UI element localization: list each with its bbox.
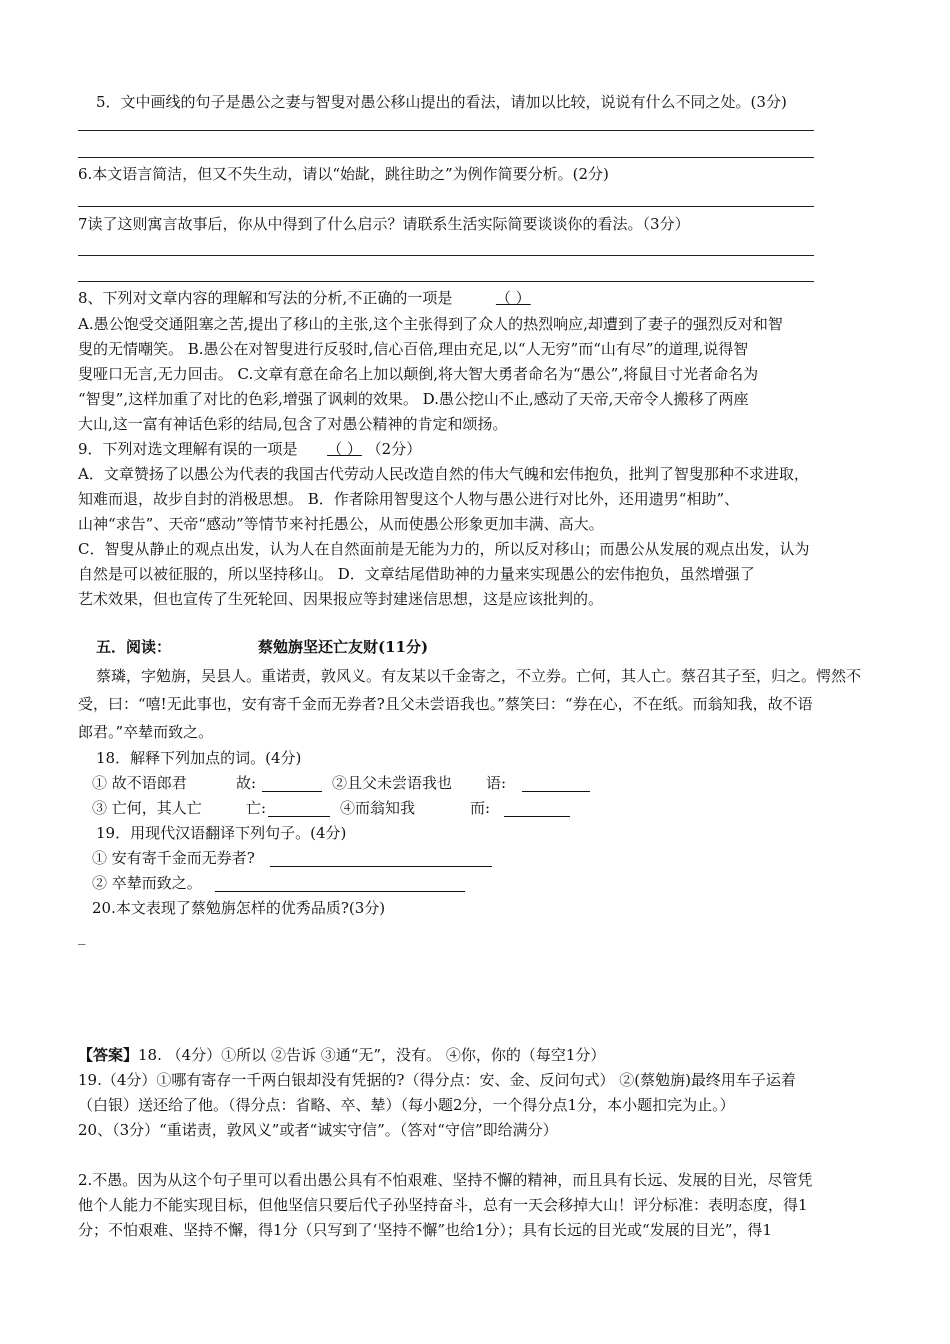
answer-line[interactable] [78,130,814,131]
q9-option-line: 知难而退，故步自封的消极思想。 B．作者除用智叟这个人物与愚公进行对比外，还用遗男“相助”、 [78,490,740,508]
answer-20: 20、（3分）“重诺责，敦风义”或者“诚实守信”。（答对“守信”即给满分） [78,1121,558,1139]
q19-sentence-2: ② 卒辇而致之。 [92,874,202,892]
q19-blank-2[interactable] [215,873,465,892]
q19-blank-1[interactable] [270,848,492,867]
answer-line[interactable] [78,255,814,256]
q8-stem [78,286,531,310]
q18-item-3: ③ 亡何，其人亡 [92,799,202,817]
section-title: 蔡勉旃坚还亡友财(11分) [258,638,429,656]
q18-item-4-word: 而: [470,799,491,817]
answer-line[interactable] [78,206,814,207]
q19-stem: 19．用现代汉语翻译下列句子。(4分) [96,824,347,842]
q8-stem-text: 8、下列对文章内容的理解和写法的分析,不正确的一项是 [78,289,453,307]
q18-item-2: ②且父未尝语我也 [332,774,453,792]
q18-item-1-word: 故: [236,774,257,792]
q8-option-line: 大山,这一富有神话色彩的结局,包含了对愚公精神的肯定和颂扬。 [78,415,508,433]
q18-item-1: ① 故不语郎君 [92,774,187,792]
q9-option-line: 艺术效果，但也宣传了生死轮回、因果报应等封建迷信思想，这是应该批判的。 [78,590,604,608]
q9-option-line: C．智叟从静止的观点出发，认为人在自然面前是无能为力的，所以反对移山；而愚公从发展的观点出发，认为 [78,540,810,558]
q9-option-line: 山神“求告”、天帝“感动”等情节来衬托愚公，从而使愚公形象更加丰满、高大。 [78,515,604,533]
q19-sentence-1: ① 安有寄千金而无券者? [92,849,255,867]
section-label: 五．阅读： [96,638,172,656]
q8-option-line: 叟哑口无言,无力回击。 C.文章有意在命名上加以颠倒,将大智大勇者命名为“愚公”,将鼠目寸光者命名为 [78,365,759,383]
answer-2-line-3: 分；不怕艰难、坚持不懈，得1分（只写到了‘坚持不懈”也给1分）；具有长远的目光或“发展的目光”，得1 [78,1221,772,1239]
q20-text: 20.本文表现了蔡勉旃怎样的优秀品质?(3分) [92,899,386,917]
answer-line[interactable] [78,157,814,158]
answer-19-line-2: （白银）送还给了他。（得分点：省略、卒、辇）（每小题2分，一个得分点1分，本小题扣完为止。） [78,1096,735,1114]
passage-line: 郎君。”卒辇而致之。 [78,723,214,741]
q5-text: 5．文中画线的句子是愚公之妻与智叟对愚公移山提出的看法，请加以比较，说说有什么不同之处。(3分) [96,93,787,111]
q8-option-line: A.愚公饱受交通阻塞之苦,提出了移山的主张,这个主张得到了众人的热烈响应,却遭到了妻子的强烈反对和智 [78,315,783,333]
answer-line [78,1043,605,1067]
q18-item-3-word: 亡: [246,799,267,817]
passage-line: 受，曰：“嘻!无此事也，安有寄千金而无券者?且父未尝语我也。”蔡笑曰：“券在心，不在纸。而翁知我，故不语 [78,695,813,713]
answer-19-line-1: 19.（4分）①哪有寄存一千两白银却没有凭据的?（得分点：安、金、反问句式） ②(蔡勉旃)最终用车子运着 [78,1071,796,1089]
answer-18: 18. （4分）①所以 ②告诉 ③通“无”，没有。 ④你，你的（每空1分） [138,1046,606,1064]
q9-option-line: 自然是可以被征服的，所以坚持移山。 D．文章结尾借助神的力量来实现愚公的宏伟抱负，虽然增强了 [78,565,755,583]
q18-item-4: ④而翁知我 [340,799,416,817]
q18-item-2-word: 语: [486,774,507,792]
q18-blank-1[interactable] [262,773,322,792]
q8-option-line: “智叟”,这样加重了对比的色彩,增强了讽刺的效果。 D.愚公挖山不止,感动了天帝,天帝令人搬移了两座 [78,390,749,408]
answer-2-line-2: 他个人能力不能实现目标，但他坚信只要后代子孙坚持奋斗，总有一天会移掉大山！评分标准：表明态度，得1 [78,1196,808,1214]
stray-mark: _ [78,927,86,945]
q9-answer-blank[interactable]: （ ） [327,440,362,458]
answer-line[interactable] [78,281,814,282]
q9-option-line: A．文章赞扬了以愚公为代表的我国古代劳动人民改造自然的伟大气魄和宏伟抱负，批判了智叟那种不求进取， [78,465,809,483]
passage-line: 蔡璘，字勉旃，吴县人。重诺责，敦风义。有友某以千金寄之，不立券。亡何，其人亡。蔡召其子至，归之。愕然不 [96,667,862,685]
answer-label: 【答案】 [78,1046,139,1064]
q6-text: 6.本文语言简洁，但又不失生动，请以“始龀，跳往助之”为例作简要分析。(2分) [78,165,609,183]
q18-blank-2[interactable] [522,773,590,792]
answer-2-line-1: 2.不愚。因为从这个句子里可以看出愚公具有不怕艰难、坚持不懈的精神，而且具有长远、发展的目光，尽管凭 [78,1171,813,1189]
q18-blank-4[interactable] [504,798,570,817]
q9-stem-text: 9．下列对选文理解有误的一项是 [78,440,298,458]
q8-answer-blank[interactable]: （ ） [495,289,531,307]
q9-stem [78,437,421,461]
q7-text: 7读了这则寓言故事后，你从中得到了什么启示？请联系生活实际简要谈谈你的看法。（3分） [78,215,690,233]
q18-blank-3[interactable] [268,798,330,817]
q8-option-line: 叟的无情嘲笑。 B.愚公在对智叟进行反驳时,信心百倍,理由充足,以“人无穷”而“山有尽”的道理,说得智 [78,340,749,358]
q9-score: （2分） [366,440,422,458]
q18-stem: 18．解释下列加点的词。(4分) [96,749,302,767]
